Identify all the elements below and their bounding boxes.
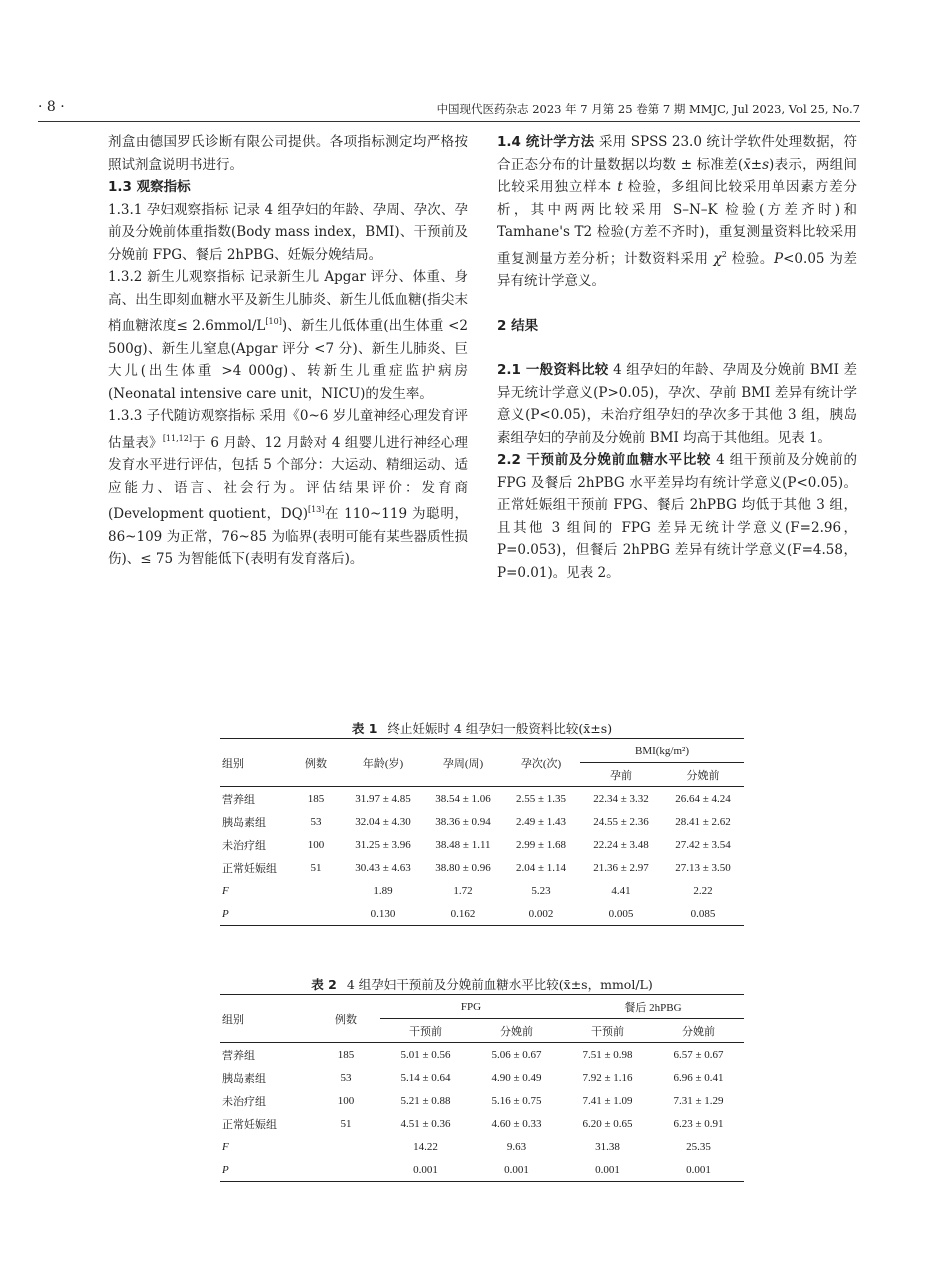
- t2-h-2h-pre: 干预前: [591, 1025, 624, 1038]
- table2-caption-text: 4 组孕妇干预前及分娩前血糖水平比较(x̄±s，mmol/L): [346, 977, 653, 992]
- t1-h-age: 年龄(岁): [362, 757, 404, 770]
- t1-cell: 31.97 ± 4.85: [355, 792, 411, 805]
- ref-10: [10]: [265, 317, 282, 326]
- t1-cell: 26.64 ± 4.24: [675, 792, 731, 805]
- t2-h-fpg-pre: 干预前: [409, 1025, 442, 1038]
- para-1-3-2-a: 1.3.2 新生儿观察指标 记录新生儿 Apgar 评分、体重、身高、出生即刻血糖水平及新生儿肺炎、新生儿低血糖(指尖末梢血糖浓度≤ 2.6mmol/L: [108, 269, 468, 334]
- t2-cell: 7.51 ± 0.98: [582, 1048, 633, 1061]
- t2-cell: [312, 1135, 380, 1158]
- t2-cell: 正常妊娠组: [222, 1118, 277, 1131]
- t1-cell: 0.085: [690, 907, 716, 920]
- t1-cell: 0.162: [450, 907, 476, 920]
- t1-cell: 100: [307, 838, 325, 851]
- t1-cell: 24.55 ± 2.36: [593, 815, 649, 828]
- t2-cell: 营养组: [222, 1049, 255, 1062]
- t2-row: [220, 1089, 744, 1112]
- para-1-3-2-b: )、新生儿低体重(出生体重 <2 500g)、新生儿窒息(Apgar 评分 <7 分)、新生儿肺炎、巨大儿(出生体重 >4 000g)、转新生儿重症监护病房(Neonatal intensive care unit，NICU)的发生率。: [108, 318, 468, 402]
- t1-cell: 2.99 ± 1.68: [515, 838, 567, 851]
- t-symbol: t: [617, 179, 623, 195]
- t2-cell: 0.001: [686, 1163, 711, 1176]
- t1-cell: 5.23: [531, 884, 551, 897]
- t1-h-pre: 孕前: [610, 769, 632, 782]
- t2-cell: 5.21 ± 0.88: [400, 1094, 451, 1107]
- t1-cell: 1.89: [373, 884, 393, 897]
- t2-cell: 14.22: [413, 1140, 438, 1153]
- t1-h-group: 组别: [222, 757, 244, 770]
- t1-cell: 0.002: [528, 907, 554, 920]
- t2-cell: 185: [337, 1048, 355, 1061]
- para-2-1-text: 4 组孕妇的年龄、孕周及分娩前 BMI 差异无统计学意义(P>0.05)，孕次、孕前 BMI 差异有统计学意义(P<0.05)，未治疗组孕妇的孕次多于其他 3 组，胰岛素组孕妇的孕前及分娩前 BMI 均高于其他组。见表 1。: [497, 362, 857, 446]
- t1-h-bmi: BMI(kg/m²): [580, 739, 744, 763]
- table1: [220, 738, 744, 926]
- t1-h-n: 例数: [305, 757, 327, 770]
- t2-cell: 0.001: [413, 1163, 438, 1176]
- table1-caption-text: 终止妊娠时 4 组孕妇一般资料比较(x̄±s): [387, 721, 613, 736]
- para-1-3-3-c: 在 110~119 为聪明，86~109 为正常，76~85 为临界(表明可能有某些器质性损伤)、≤ 75 为智能低下(表明有发育落后)。: [108, 506, 468, 567]
- t1-cell: 30.43 ± 4.63: [355, 861, 411, 874]
- section-1-4-heading: 1.4 统计学方法: [497, 134, 595, 150]
- section-2-1-heading: 2.1 一般资料比较: [497, 362, 609, 378]
- t1-cell: [290, 902, 342, 926]
- t1-cell: 未治疗组: [222, 839, 266, 852]
- t1-cell: 51: [310, 861, 322, 874]
- para-1-4: [497, 131, 857, 293]
- t1-cell: 正常妊娠组: [222, 862, 277, 875]
- t1-row: [220, 879, 744, 902]
- t1-cell: 27.42 ± 3.54: [675, 838, 731, 851]
- page-header: [38, 97, 860, 122]
- para-1-3-3-a: 1.3.3 子代随访观察指标 采用《0~6 岁儿童神经心理发育评估量表》: [108, 408, 468, 451]
- ref-13: [13]: [307, 505, 325, 514]
- t1-row: [220, 856, 744, 879]
- t2-cell: 4.51 ± 0.36: [400, 1117, 451, 1130]
- t1-cell: 27.13 ± 3.50: [675, 861, 731, 874]
- chi-symbol: χ: [713, 250, 722, 267]
- t1-row: [220, 787, 744, 811]
- t2-h-group: 组别: [222, 1013, 244, 1026]
- para-1-4-c: 检验，多组间比较采用单因素方差分析，其中两两比较采用 S–N–K 检验(方差齐时)和 Tamhane's T2 检验(方差不齐时)，重复测量资料比较采用重复测量方差分析；计数资料采用: [497, 179, 857, 267]
- t2-cell: 7.92 ± 1.16: [582, 1071, 633, 1084]
- para-1-3-3-b: 于 6 月龄、12 月龄对 4 组婴儿进行神经心理发育水平进行评估，包括 5 个部分：大运动、精细运动、适应能力、语言、社会行为。评估结果评价：发育商(Development quotient，DQ): [108, 434, 469, 522]
- left-column: [108, 131, 468, 571]
- t2-cell: [312, 1158, 380, 1182]
- table2-caption: [220, 975, 744, 993]
- t1-row: [220, 833, 744, 856]
- para-1-4-e: <0.05 为差异有统计学意义。: [497, 250, 858, 289]
- para-1-4-b: )表示，两组间比较采用独立样本: [497, 156, 857, 195]
- t2-h-n: 例数: [335, 1013, 357, 1026]
- ref-11-12: [11,12]: [162, 433, 192, 443]
- para-2-2: [497, 449, 857, 584]
- t2-cell: 5.06 ± 0.67: [491, 1048, 542, 1061]
- t1-h-ga: 孕周(周): [442, 757, 484, 770]
- table2-label: 表 2: [311, 977, 337, 992]
- t1-cell: 22.24 ± 3.48: [593, 838, 649, 851]
- t2-cell: 7.41 ± 1.09: [582, 1094, 633, 1107]
- t1-cell: 185: [307, 792, 325, 805]
- para-1-3-1: 1.3.1 孕妇观察指标 记录 4 组孕妇的年龄、孕周、孕次、孕前及分娩前体重指数(Body mass index，BMI)、干预前及分娩前 FPG、餐后 2hPBG、妊娠分娩结局。: [108, 201, 468, 263]
- para-2-2-text: 4 组干预前及分娩前的 FPG 及餐后 2hPBG 水平差异均有统计学意义(P<0.05)。正常妊娠组干预前 FPG、餐后 2hPBG 均低于其他 3 组，且其他 3 组间的 FPG 差异无统计学意义(F=2.96，P=0.053)，但餐后 2hPBG 差异有统计学意义(F=4.58，P=0.01)。见表 2。: [497, 452, 857, 581]
- mean-sd-symbol: x̄±s: [743, 156, 770, 173]
- t2-cell: 0.001: [504, 1163, 529, 1176]
- t2-row: [220, 1066, 744, 1089]
- para-2-1: [497, 359, 857, 449]
- t2-cell: 9.63: [506, 1140, 527, 1153]
- table1-caption: [220, 719, 744, 737]
- t1-cell: 53: [310, 815, 322, 828]
- t2-row: [220, 1112, 744, 1135]
- t1-cell: 胰岛素组: [222, 816, 266, 829]
- t2-cell: 0.001: [595, 1163, 620, 1176]
- t2-cell: 6.57 ± 0.67: [673, 1048, 724, 1061]
- t1-cell: 2.49 ± 1.43: [515, 815, 567, 828]
- para-1-4-d: 检验。: [726, 250, 775, 267]
- t2-cell: 25.35: [686, 1140, 711, 1153]
- t1-cell: 38.48 ± 1.11: [435, 838, 491, 851]
- t1-cell: 38.36 ± 0.94: [435, 815, 491, 828]
- t1-cell: 31.25 ± 3.96: [355, 838, 411, 851]
- t1-cell: [290, 879, 342, 902]
- left-para-1: 剂盒由德国罗氏诊断有限公司提供。各项指标测定均严格按照试剂盒说明书进行。: [108, 134, 468, 173]
- t2-h-fpg: FPG: [380, 995, 562, 1019]
- chi-sup: 2: [721, 249, 727, 259]
- t1-cell: 2.55 ± 1.35: [515, 792, 567, 805]
- t1-cell: 1.72: [453, 884, 473, 897]
- t1-cell: 2.04 ± 1.14: [515, 861, 567, 874]
- section-2-heading: 2 结果: [497, 317, 539, 334]
- t1-cell: 38.80 ± 0.96: [435, 861, 491, 874]
- t1-cell: F: [222, 884, 229, 897]
- t2-cell: 31.38: [595, 1140, 620, 1153]
- page-number: · 8 ·: [38, 99, 65, 115]
- t2-cell: 4.90 ± 0.49: [491, 1071, 542, 1084]
- t2-h-2h: 餐后 2hPBG: [562, 995, 744, 1019]
- table2: [220, 994, 744, 1182]
- t2-cell: 6.23 ± 0.91: [673, 1117, 724, 1130]
- t2-cell: 5.14 ± 0.64: [400, 1071, 451, 1084]
- t2-cell: F: [222, 1140, 229, 1153]
- p-symbol: P: [774, 250, 784, 267]
- t2-cell: 6.96 ± 0.41: [673, 1071, 724, 1084]
- t2-row: [220, 1135, 744, 1158]
- t1-h-del: 分娩前: [686, 769, 720, 782]
- section-2-2-heading: 2.2 干预前及分娩前血糖水平比较: [497, 452, 712, 468]
- t2-h-2h-del: 分娩前: [682, 1025, 715, 1038]
- t1-row: [220, 810, 744, 833]
- para-1-3-2: [108, 266, 468, 405]
- t1-cell: 营养组: [222, 793, 255, 806]
- t2-cell: 100: [337, 1094, 355, 1107]
- section-1-3-heading: 1.3 观察指标: [108, 179, 191, 195]
- t2-cell: 6.20 ± 0.65: [582, 1117, 633, 1130]
- para-1-3-3: [108, 405, 468, 571]
- journal-info: 中国现代医药杂志 2023 年 7 月第 25 卷第 7 期 MMJC, Jul 2023, Vol 25, No.7: [436, 102, 860, 116]
- t1-cell: 38.54 ± 1.06: [435, 792, 491, 805]
- t2-h-fpg-del: 分娩前: [500, 1025, 533, 1038]
- t1-cell: 2.22: [693, 884, 713, 897]
- t2-cell: 5.01 ± 0.56: [400, 1048, 451, 1061]
- t2-cell: 4.60 ± 0.33: [491, 1117, 542, 1130]
- t2-cell: 5.16 ± 0.75: [491, 1094, 542, 1107]
- right-column: [497, 131, 857, 584]
- t2-row: [220, 1043, 744, 1067]
- t1-cell: 0.130: [370, 907, 396, 920]
- table1-label: 表 1: [351, 721, 378, 736]
- t2-cell: 7.31 ± 1.29: [673, 1094, 724, 1107]
- t2-cell: 胰岛素组: [222, 1072, 266, 1085]
- t1-cell: 22.34 ± 3.32: [593, 792, 649, 805]
- t1-h-grav: 孕次(次): [520, 757, 562, 770]
- t1-cell: 28.41 ± 2.62: [675, 815, 731, 828]
- t2-cell: P: [222, 1163, 229, 1176]
- t1-cell: 21.36 ± 2.97: [593, 861, 649, 874]
- para-1-4-a: 采用 SPSS 23.0 统计学软件处理数据，符合正态分布的计量数据以均数 ± 标准差(: [497, 134, 857, 173]
- t2-row: [220, 1158, 744, 1182]
- t2-cell: 51: [340, 1117, 352, 1130]
- t2-cell: 53: [340, 1071, 352, 1084]
- t1-cell: 32.04 ± 4.30: [355, 815, 411, 828]
- t1-cell: 0.005: [608, 907, 634, 920]
- t1-cell: 4.41: [611, 884, 631, 897]
- t1-row: [220, 902, 744, 926]
- t1-cell: P: [222, 907, 229, 920]
- t2-cell: 未治疗组: [222, 1095, 266, 1108]
